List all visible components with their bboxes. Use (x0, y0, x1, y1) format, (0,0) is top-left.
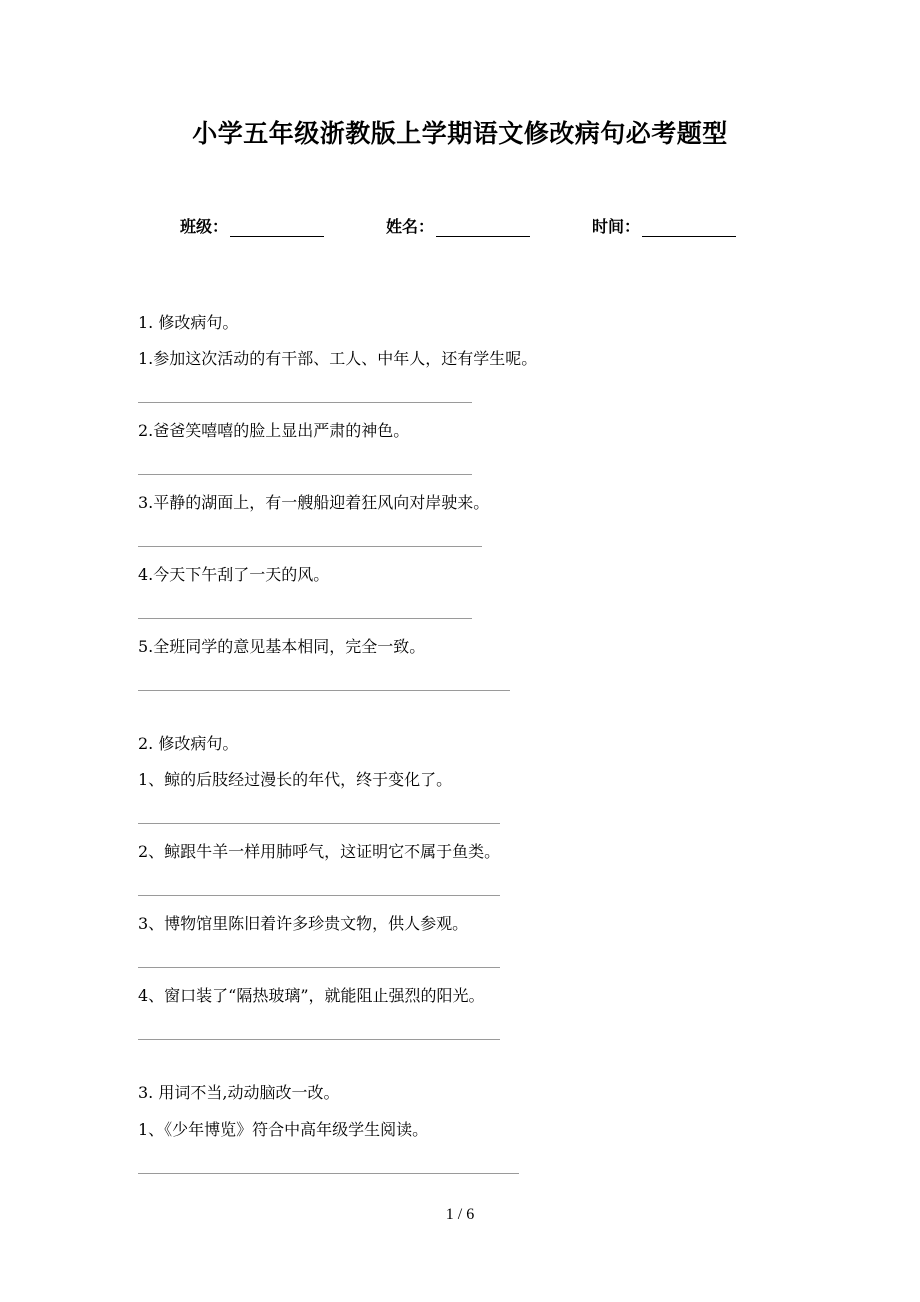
student-info-row (0, 214, 920, 240)
time-field (592, 214, 736, 237)
document-title: 小学五年级浙教版上学期语文修改病句必考题型 (192, 119, 728, 148)
answer-line[interactable] (138, 546, 482, 547)
page-number: 1 / 6 (445, 1206, 475, 1223)
section-heading: 2. 修改病句。 (138, 734, 239, 753)
answer-line[interactable] (138, 823, 500, 824)
question-text: 1、《少年博览》符合中高年级学生阅读。 (138, 1120, 429, 1139)
question-text: 2.爸爸笑嘻嘻的脸上显出严肃的神色。 (138, 421, 410, 440)
question-text: 1、鲸的后肢经过漫长的年代，终于变化了。 (138, 770, 453, 789)
answer-line[interactable] (138, 402, 472, 403)
section-heading: 1. 修改病句。 (138, 313, 239, 332)
class-blank[interactable] (230, 219, 324, 237)
question-text: 3.平静的湖面上，有一艘船迎着狂风向对岸驶来。 (138, 493, 490, 512)
class-label: 班级： (180, 217, 229, 236)
time-label: 时间： (592, 217, 641, 236)
answer-line[interactable] (138, 618, 472, 619)
question-text: 2、鲸跟牛羊一样用肺呼气，这证明它不属于鱼类。 (138, 842, 501, 861)
name-field (386, 214, 530, 237)
class-field (180, 214, 324, 237)
question-text: 3、博物馆里陈旧着许多珍贵文物，供人参观。 (138, 914, 469, 933)
answer-line[interactable] (138, 690, 510, 691)
question-text: 4、窗口装了“隔热玻璃”，就能阻止强烈的阳光。 (138, 986, 485, 1005)
answer-line[interactable] (138, 1039, 500, 1040)
section-heading: 3. 用词不当,动动脑改一改。 (138, 1083, 340, 1102)
answer-line[interactable] (138, 967, 500, 968)
name-blank[interactable] (436, 219, 530, 237)
question-text: 5.全班同学的意见基本相同，完全一致。 (138, 637, 426, 656)
answer-line[interactable] (138, 474, 472, 475)
answer-line[interactable] (138, 895, 500, 896)
time-blank[interactable] (642, 219, 736, 237)
answer-line[interactable] (138, 1173, 519, 1174)
question-text: 1.参加这次活动的有干部、工人、中年人，还有学生呢。 (138, 349, 538, 368)
question-text: 4.今天下午刮了一天的风。 (138, 565, 330, 584)
name-label: 姓名： (386, 217, 435, 236)
